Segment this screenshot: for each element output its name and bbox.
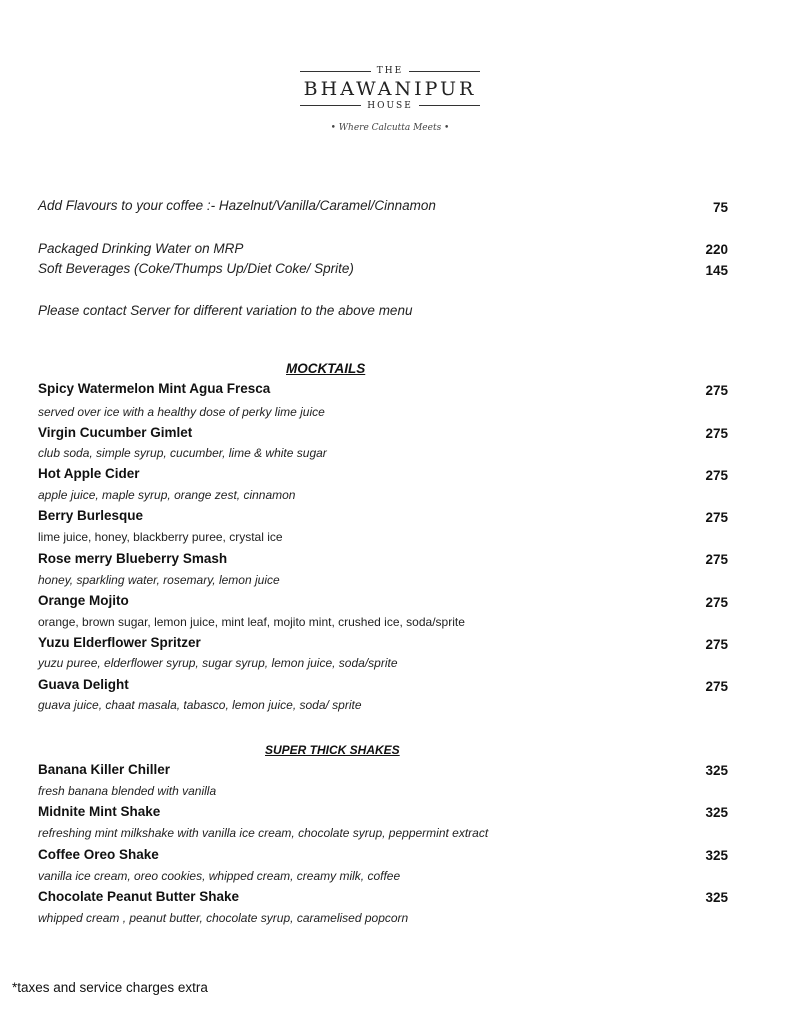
menu-item-description: vanilla ice cream, oreo cookies, whipped cream, creamy milk, coffee bbox=[38, 869, 401, 883]
menu-item-price: 275 bbox=[705, 552, 728, 567]
menu-item-price: 275 bbox=[705, 468, 728, 483]
menu-item-description: club soda, simple syrup, cucumber, lime & white sugar bbox=[38, 446, 327, 460]
intro-soft-beverages: Soft Beverages (Coke/Thumps Up/Diet Coke/ Sprite) bbox=[38, 261, 354, 276]
menu-item-price: 275 bbox=[705, 426, 728, 441]
menu-item-name: Yuzu Elderflower Spritzer bbox=[38, 635, 201, 650]
menu-item-description: whipped cream , peanut butter, chocolate syrup, caramelised popcorn bbox=[38, 911, 409, 925]
logo-rule-right bbox=[419, 105, 480, 106]
menu-item-price: 275 bbox=[705, 510, 728, 525]
menu-item-description: refreshing mint milkshake with vanilla ice cream, chocolate syrup, peppermint extract bbox=[38, 826, 489, 840]
intro-flavours-price: 75 bbox=[712, 200, 728, 215]
menu-item-name: Guava Delight bbox=[38, 677, 129, 692]
menu-item-description: fresh banana blended with vanilla bbox=[38, 784, 217, 798]
menu-item-price: 325 bbox=[705, 848, 728, 863]
logo-rule-left bbox=[300, 71, 371, 72]
logo-tagline: • Where Calcutta Meets • bbox=[330, 123, 450, 133]
menu-item-price: 275 bbox=[705, 637, 728, 652]
menu-item-description: orange, brown sugar, lemon juice, mint leaf, mojito mint, crushed ice, soda/sprite bbox=[38, 615, 465, 629]
menu-item-description: apple juice, maple syrup, orange zest, cinnamon bbox=[38, 488, 296, 502]
menu-item-name: Virgin Cucumber Gimlet bbox=[38, 425, 193, 440]
menu-item-name: Berry Burlesque bbox=[38, 508, 144, 523]
menu-item-name: Rose merry Blueberry Smash bbox=[38, 551, 228, 566]
menu-item-name: Banana Killer Chiller bbox=[38, 762, 171, 777]
menu-item-name: Hot Apple Cider bbox=[38, 466, 140, 481]
mocktails-heading: MOCKTAILS bbox=[286, 361, 366, 376]
menu-item-price: 325 bbox=[705, 805, 728, 820]
taxes-footnote: *taxes and service charges extra bbox=[12, 980, 208, 995]
logo-rule-left bbox=[300, 105, 361, 106]
menu-item-description: honey, sparkling water, rosemary, lemon juice bbox=[38, 573, 280, 587]
menu-item-name: Chocolate Peanut Butter Shake bbox=[38, 889, 240, 904]
menu-item-description: yuzu puree, elderflower syrup, sugar syrup, lemon juice, soda/sprite bbox=[38, 656, 398, 670]
menu-item-price: 275 bbox=[705, 383, 728, 398]
menu-item-price: 275 bbox=[705, 679, 728, 694]
menu-item-name: Coffee Oreo Shake bbox=[38, 847, 159, 862]
menu-item-name: Spicy Watermelon Mint Agua Fresca bbox=[38, 381, 271, 396]
intro-water: Packaged Drinking Water on MRP bbox=[38, 241, 244, 256]
logo-brand: BHAWANIPUR bbox=[303, 78, 477, 100]
menu-item-name: Midnite Mint Shake bbox=[38, 804, 161, 819]
intro-flavours: Add Flavours to your coffee :- Hazelnut/Vanilla/Caramel/Cinnamon bbox=[38, 198, 436, 213]
menu-item-price: 275 bbox=[705, 595, 728, 610]
menu-item-name: Orange Mojito bbox=[38, 593, 129, 608]
logo-house: HOUSE bbox=[367, 101, 413, 111]
restaurant-logo bbox=[300, 66, 480, 133]
intro-note: Please contact Server for different variation to the above menu bbox=[38, 303, 413, 318]
menu-item-description: guava juice, chaat masala, tabasco, lemon juice, soda/ sprite bbox=[38, 698, 362, 712]
menu-item-price: 325 bbox=[705, 890, 728, 905]
intro-water-price: 220 bbox=[705, 242, 728, 257]
menu-item-description: lime juice, honey, blackberry puree, crystal ice bbox=[38, 530, 283, 544]
logo-the: THE bbox=[376, 66, 404, 76]
menu-item-description: served over ice with a healthy dose of perky lime juice bbox=[38, 405, 325, 419]
shakes-heading: SUPER THICK SHAKES bbox=[265, 743, 400, 757]
logo-rule-right bbox=[409, 71, 480, 72]
menu-item-price: 325 bbox=[705, 763, 728, 778]
intro-soft-beverages-price: 145 bbox=[705, 263, 728, 278]
